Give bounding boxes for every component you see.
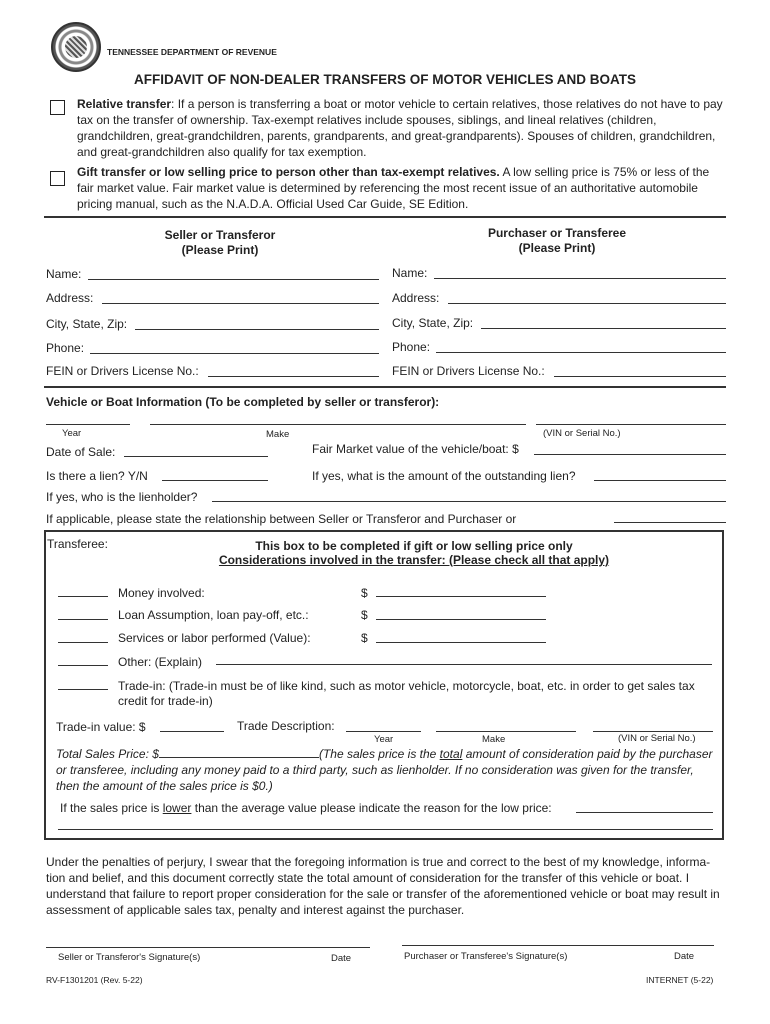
form-id: RV-F1301201 (Rev. 5-22) (46, 975, 143, 985)
purchaser-name-field[interactable] (434, 278, 726, 279)
trade-year-field[interactable] (346, 731, 421, 732)
lienholder-label: If yes, who is the lienholder? (46, 490, 198, 504)
page-title: AFFIDAVIT OF NON-DEALER TRANSFERS OF MOTOR VEHICLES AND BOATS (134, 72, 636, 87)
purchaser-city-label: City, State, Zip: (392, 316, 474, 330)
seller-city-field[interactable] (135, 329, 379, 330)
money-label: Money involved: (118, 586, 205, 600)
perjury-statement: Under the penalties of perjury, I swear that the foregoing information is true and correct to the best of my knowledge, informa-tion and belief, and this document correctly state the total amount of consideration for the transfer of this vehicle or boat. I understand that failure to report proper consideration for the sale or transfer of the aforementioned vehicle or boat may result in assessment of applicable sales tax, penalty and interest against the purchaser. (46, 855, 720, 917)
lien-amount-field[interactable] (594, 480, 726, 481)
total-sales-field[interactable] (159, 747, 319, 758)
relationship-label: If applicable, please state the relationship between Seller or Transferor and Purchaser or (46, 512, 517, 526)
relative-transfer-checkbox[interactable] (50, 100, 65, 115)
loan-amount-field[interactable] (376, 619, 546, 620)
lien-amount-label: If yes, what is the amount of the outstanding lien? (312, 469, 576, 483)
relative-transfer-label: Relative transfer (77, 97, 172, 111)
seller-name-field[interactable] (88, 279, 379, 280)
trade-make-field[interactable] (436, 731, 576, 732)
purchaser-date-caption: Date (674, 951, 695, 962)
gift-transfer-label: Gift transfer or low selling price to person other than tax-exempt relatives. (77, 165, 500, 179)
purchaser-name-label: Name: (392, 266, 428, 280)
total-sales-text: Total Sales Price: $ (The sales price is the total amount of consideration paid by the purchaser or transferee, including any money paid to a third party, such as lienholder. If no consideration was given for the transfer, then the amount of the sales price is $0.) (56, 747, 713, 793)
seller-address-label: Address: (46, 291, 94, 305)
box-title: This box to be completed if gift or low selling price only (255, 539, 573, 553)
vehicle-year-field[interactable] (46, 424, 130, 425)
purchaser-signature-caption: Purchaser or Transferee's Signature(s) (404, 951, 568, 962)
department-name: TENNESSEE DEPARTMENT OF REVENUE (107, 47, 277, 57)
purchaser-address-label: Address: (392, 291, 440, 305)
seller-signature-field[interactable] (46, 947, 370, 948)
section-divider (44, 386, 726, 388)
seller-fein-label: FEIN or Drivers License No.: (46, 364, 199, 378)
fmv-field[interactable] (534, 454, 726, 455)
seller-signature-caption: Seller or Transferor's Signature(s) (58, 952, 201, 963)
seller-city-label: City, State, Zip: (46, 317, 128, 331)
vehicle-vin-field[interactable] (536, 424, 726, 425)
vehicle-make-caption: Make (266, 429, 290, 440)
vehicle-vin-caption: (VIN or Serial No.) (543, 428, 621, 439)
seller-phone-field[interactable] (90, 353, 379, 354)
gift-transfer-text: Gift transfer or low selling price to person other than tax-exempt relatives. A low selling price is 75% or less of the fair market value. Fair market value is determined by referencing the most recent issue of an authoritative automobile pricing manual, such as the N.A.D.A. Official Used Car Guide, SE Edition. (77, 165, 710, 211)
tradein-check[interactable] (58, 689, 108, 690)
seller-phone-label: Phone: (46, 341, 85, 355)
relative-transfer-text: Relative transfer: If a person is transferring a boat or motor vehicle to certain relatives, those relatives do not have to pay tax on the transfer of ownership. Tax-exempt relatives include spouses, siblings, and lineal relatives (children, grandchildren, great-grandchildren, parents, grandparents, and great-grandparents). Spouses of children, grandchildren, and great-grandchildren also qualify for tax exemption. (77, 97, 723, 159)
state-seal (51, 22, 101, 72)
loan-check[interactable] (58, 619, 108, 620)
other-check[interactable] (58, 665, 108, 666)
vehicle-make-field[interactable] (150, 424, 526, 425)
money-dollar: $ (361, 586, 368, 600)
vehicle-year-caption: Year (62, 428, 82, 439)
lienholder-field[interactable] (212, 501, 726, 502)
lien-label: Is there a lien? Y/N (46, 469, 148, 483)
vehicle-heading: Vehicle or Boat Information (To be completed by seller or transferor): (46, 395, 440, 409)
seller-date-caption: Date (331, 953, 352, 964)
purchaser-signature-field[interactable] (402, 945, 714, 946)
tradein-value-label: Trade-in value: $ (56, 720, 146, 734)
purchaser-phone-label: Phone: (392, 340, 431, 354)
purchaser-city-field[interactable] (481, 328, 726, 329)
purchaser-please-print: (Please Print) (518, 241, 596, 255)
transferee-label: Transferee: (47, 537, 108, 551)
date-of-sale-field[interactable] (124, 456, 268, 457)
date-of-sale-label: Date of Sale: (46, 445, 116, 459)
purchaser-heading: Purchaser or Transferee (487, 226, 627, 240)
gift-transfer-checkbox[interactable] (50, 171, 65, 186)
low-price-reason-field[interactable] (576, 812, 713, 813)
trade-make-caption: Make (482, 734, 506, 745)
loan-dollar: $ (361, 608, 368, 622)
money-check[interactable] (58, 596, 108, 597)
purchaser-address-field[interactable] (448, 303, 726, 304)
fmv-label: Fair Market value of the vehicle/boat: $ (312, 442, 519, 456)
low-price-reason-field-2[interactable] (58, 829, 713, 830)
low-price-label: If the sales price is lower than the average value please indicate the reason for the low price: (60, 801, 552, 815)
tradein-value-field[interactable] (160, 731, 224, 732)
services-amount-field[interactable] (376, 642, 546, 643)
box-subtitle: Considerations involved in the transfer: (Please check all that apply) (218, 553, 610, 567)
total-sales-label: Total Sales Price: $ (56, 747, 159, 761)
seller-fein-field[interactable] (208, 376, 379, 377)
services-dollar: $ (361, 631, 368, 645)
purchaser-phone-field[interactable] (436, 352, 726, 353)
seller-please-print: (Please Print) (181, 243, 259, 257)
internet-version: INTERNET (5-22) (646, 975, 714, 985)
seller-name-label: Name: (46, 267, 82, 281)
trade-vin-field[interactable] (593, 731, 713, 732)
seller-heading: Seller or Transferor (164, 228, 276, 242)
services-label: Services or labor performed (Value): (118, 631, 311, 645)
trade-vin-caption: (VIN or Serial No.) (618, 733, 696, 744)
trade-description-label: Trade Description: (237, 719, 335, 733)
other-explain-field[interactable] (216, 664, 712, 665)
lien-field[interactable] (162, 480, 268, 481)
other-label: Other: (Explain) (118, 655, 203, 669)
loan-label: Loan Assumption, loan pay-off, etc.: (118, 608, 309, 622)
relationship-field[interactable] (614, 522, 726, 523)
services-check[interactable] (58, 642, 108, 643)
money-amount-field[interactable] (376, 596, 546, 597)
purchaser-fein-field[interactable] (554, 376, 726, 377)
tradein-label: Trade-in: (Trade-in must be of like kind, such as motor vehicle, motorcycle, boat, etc. in order to get sales tax credit for trade-in) (118, 679, 695, 708)
purchaser-fein-label: FEIN or Drivers License No.: (392, 364, 545, 378)
section-divider (44, 216, 726, 218)
trade-year-caption: Year (374, 734, 394, 745)
seller-address-field[interactable] (102, 303, 379, 304)
